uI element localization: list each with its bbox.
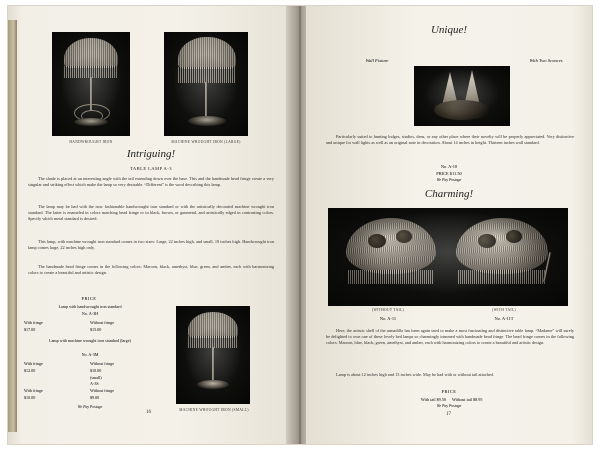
price-option-value: $17.00 xyxy=(24,327,36,332)
caption-machine-wrought-large: MACHINE WROUGHT IRON (LARGE) xyxy=(171,140,241,144)
top-postage-note: We Pay Postage xyxy=(436,178,462,182)
price-standard-label: (small) xyxy=(90,375,102,380)
postage-note: We Pay Postage xyxy=(77,405,103,409)
right-heading-top: Unique! xyxy=(430,24,468,36)
photo-wall-fixture xyxy=(414,66,510,126)
price-option-label: Without fringe xyxy=(90,388,115,393)
item-title: TABLE LAMP A-3 xyxy=(130,166,172,171)
price-option-value: $9.00 xyxy=(90,395,100,400)
price-option-value: $15.00 xyxy=(90,327,102,332)
price-model: No. A-3H xyxy=(81,311,99,316)
label-with-two-sconces: With Two Sconces xyxy=(529,58,563,63)
top-model: No. A-10 xyxy=(440,164,458,169)
price-option-value: $10.00 xyxy=(24,395,36,400)
paper-block xyxy=(8,6,592,444)
price-standard-label: Lamp with machine wrought iron standard (large) xyxy=(49,338,131,343)
bottom-body-paragraph: Here, the artistic shell of the armadillo has been again used to make a most fascinating and distinctive table lamp. “Madame” will surely be delighted to own one of these lovely bed lamps so charmingly trimmed with handmade bead fringe. The bead fringe comes in the following colors: Maroon, blue, black, green, amethyst, and amber, each with harmonizing colors to create a beautiful and artistic design. xyxy=(326,328,574,346)
bottom-body-paragraph: Lamp is about 12 inches high and 13 inches wide. May be had with or without tail attached. xyxy=(336,372,494,377)
price-standard-label: Lamp with handwrought iron standard xyxy=(58,304,122,309)
caption-machine-wrought-small: MACHINE WROUGHT IRON (SMALL) xyxy=(179,408,249,412)
photo-machine-wrought-iron-small xyxy=(176,306,250,404)
body-paragraph: The shade is placed at an interesting angle with the tail extending down over the base. This and the handmade bead fringe create a very singular and striking effect which make the lamp so very desirable. “Different” is the word describing this lamp. xyxy=(28,176,274,188)
body-paragraph: The lamp may be had with the now fashionable handwrought iron standard or with the artistically decorated machine wrought iron standard. The latter is enameled in colors matching bead fringe or in black, brown, or gunmetal, and artistically edged in contrasting colors. Specify which metal standard is desired. xyxy=(28,204,274,222)
postage-note-right: We Pay Postage xyxy=(436,404,462,408)
price-without-tail xyxy=(452,397,542,402)
price-option-label: With fringe xyxy=(24,388,43,393)
right-heading-bottom: Charming! xyxy=(424,188,474,200)
price-with-tail xyxy=(366,397,446,402)
price-with-tail-label: With tail xyxy=(420,397,436,402)
price-option-label: With fringe xyxy=(24,361,43,366)
photo-machine-wrought-iron-large xyxy=(164,32,248,136)
price-option-label: Without fringe xyxy=(90,361,115,366)
caption-with-tail: (WITH TAIL) xyxy=(492,308,516,312)
top-price: PRICE $11.50 xyxy=(436,171,462,176)
left-page xyxy=(8,6,294,444)
price-option-label: With fringe xyxy=(24,320,43,325)
price-without-tail-value: $8.95 xyxy=(473,397,483,402)
photo-armadillo-lamps xyxy=(328,208,568,306)
caption-without-tail: (WITHOUT TAIL) xyxy=(371,308,405,312)
page-number-left: 16 xyxy=(146,410,151,415)
caption-handwrought-iron: HANDWROUGHT IRON xyxy=(69,140,113,144)
price-with-tail-value: $9.50 xyxy=(436,397,446,402)
body-paragraph: This lamp, with machine wrought iron standard comes in two sizes: Large, 22 inches high, and small, 19 inches high. Handwrought iron lamp comes large, 22 inches high only. xyxy=(28,239,274,251)
label-wall-fixture: Wall Fixture xyxy=(365,58,389,63)
price-model: A-3S xyxy=(90,381,99,386)
page-number-right: 17 xyxy=(446,412,451,417)
binding-tape xyxy=(8,20,17,432)
model-a11: No. A-11 xyxy=(379,316,397,321)
price-heading: PRICE xyxy=(81,296,97,301)
price-option-value: $10.00 xyxy=(90,368,102,373)
body-paragraph: The handmade bead fringe comes in the following colors: Maroon, black, amethyst, blue, green, and amber, each with harmonizing colors to create a beautiful and artistic design. xyxy=(28,264,274,276)
price-option-value: $12.00 xyxy=(24,368,36,373)
price-option-label: Without fringe xyxy=(90,320,115,325)
left-heading: Intriguing! xyxy=(126,148,176,160)
price-heading-right: PRICE xyxy=(441,389,457,394)
right-page xyxy=(306,6,592,444)
top-body-paragraph: Particularly suited to hunting lodges, studios, dens, or any other place where their novelty will be properly appreciated. Very distinctive and unique for wall lights as well as an original note in decoration. About 14 inches in height. Thirteen inches wall standard. xyxy=(326,134,574,146)
photo-handwrought-iron-lamp xyxy=(52,32,130,136)
model-a11t: No. A-11T xyxy=(494,316,514,321)
price-model: No. A-3M xyxy=(81,352,99,357)
price-without-tail-label: Without tail xyxy=(452,397,472,402)
